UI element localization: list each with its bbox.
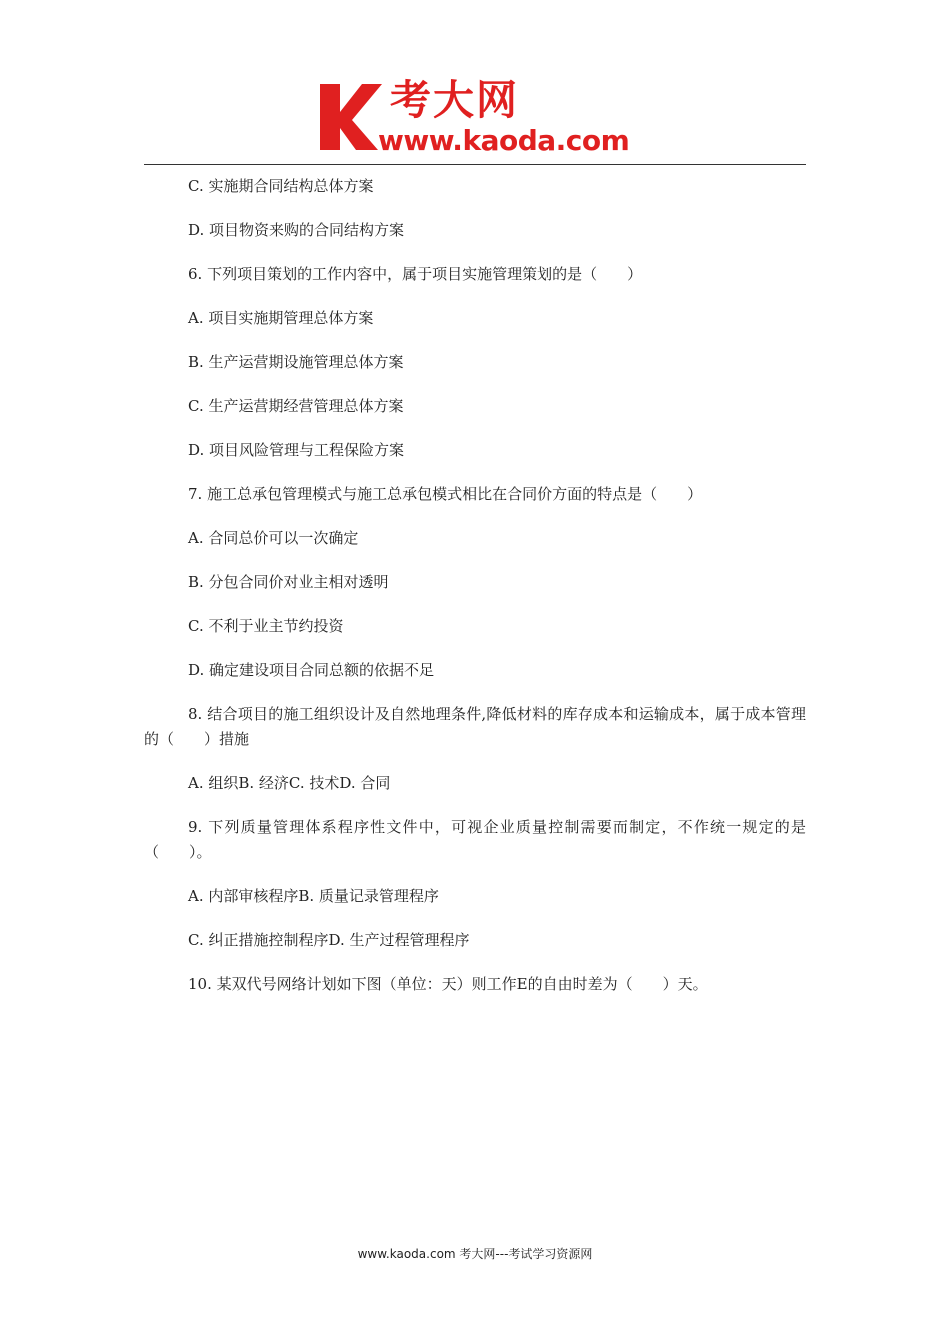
options-9-ab: A. 内部审核程序B. 质量记录管理程序	[188, 887, 439, 905]
option-c: C. 生产运营期经营管理总体方案	[188, 397, 404, 415]
question-6: 6. 下列项目策划的工作内容中，属于项目实施管理策划的是（ ）	[188, 265, 643, 283]
question-7: 7. 施工总承包管理模式与施工总承包模式相比在合同价方面的特点是（ ）	[188, 485, 703, 503]
option-c: C. 不利于业主节约投资	[188, 617, 344, 635]
option-a: A. 项目实施期管理总体方案	[188, 309, 374, 327]
page-footer: www.kaoda.com 考大网---考试学习资源网	[357, 1247, 593, 1261]
options-8: A. 组织B. 经济C. 技术D. 合同	[188, 774, 391, 792]
option-c: C. 实施期合同结构总体方案	[188, 177, 374, 195]
option-d: D. 项目风险管理与工程保险方案	[188, 441, 405, 459]
question-8: 8. 结合项目的施工组织设计及自然地理条件,降低材料的库存成本和运输成本，属于成本管理的（ ）措施	[144, 705, 806, 748]
options-9-cd: C. 纠正措施控制程序D. 生产过程管理程序	[188, 931, 470, 949]
logo-url-text: www.kaoda.com	[378, 124, 630, 157]
option-d: D. 项目物资来购的合同结构方案	[188, 221, 405, 239]
document-body	[144, 174, 806, 1016]
logo-chinese-text: 考大网	[390, 76, 519, 124]
option-b: B. 分包合同价对业主相对透明	[188, 573, 389, 591]
option-a: A. 合同总价可以一次确定	[188, 529, 359, 547]
header-divider	[144, 164, 806, 165]
question-10: 10. 某双代号网络计划如下图（单位：天）则工作E的自由时差为（ ）天。	[188, 975, 708, 993]
option-b: B. 生产运营期设施管理总体方案	[188, 353, 404, 371]
site-logo	[318, 78, 640, 160]
logo-k-icon	[318, 82, 382, 152]
question-9: 9. 下列质量管理体系程序性文件中，可视企业质量控制需要而制定，不作统一规定的是（ ）。	[144, 818, 806, 861]
option-d: D. 确定建设项目合同总额的依据不足	[188, 661, 435, 679]
